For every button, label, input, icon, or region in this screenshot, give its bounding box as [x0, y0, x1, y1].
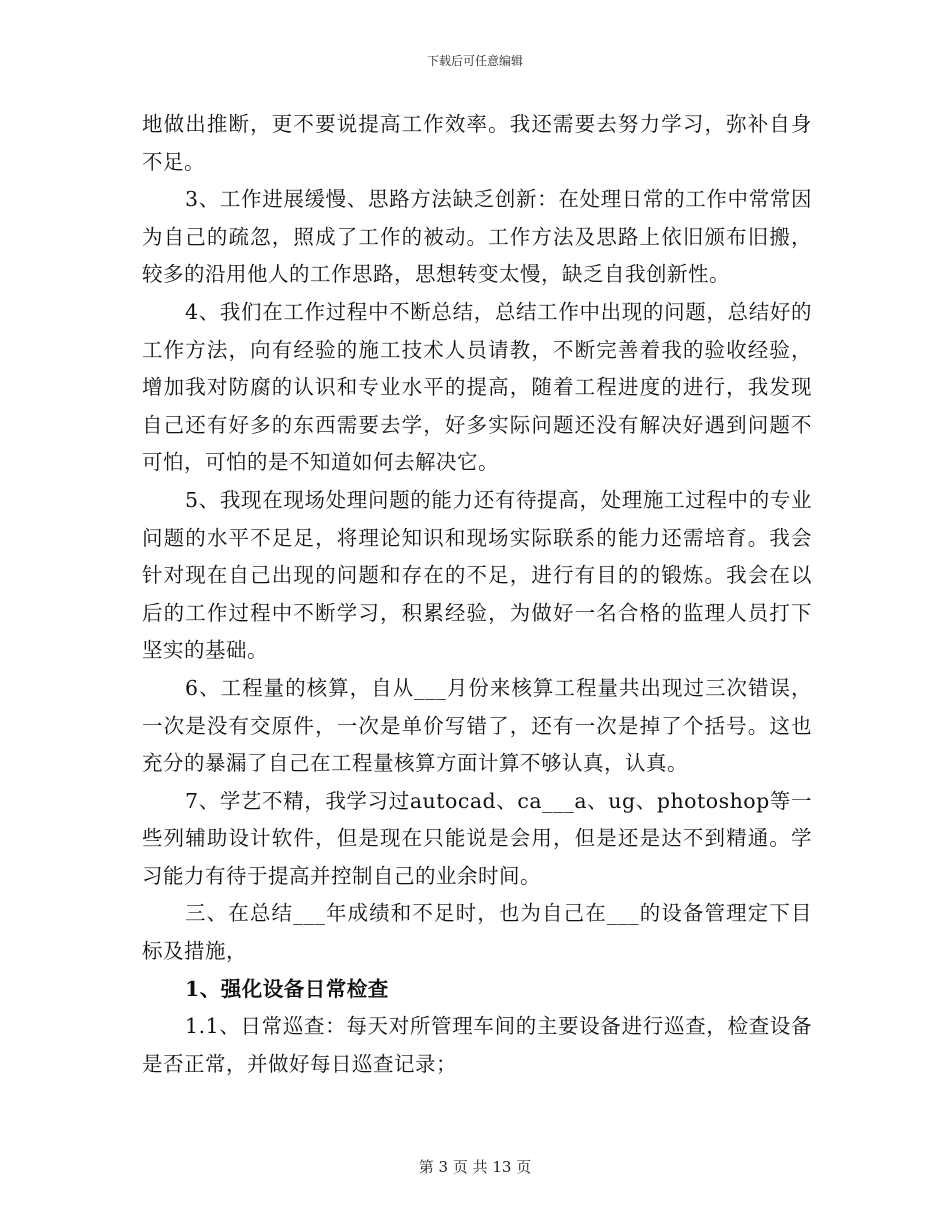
document-body — [142, 106, 812, 1083]
paragraph-continuation: 地做出推断，更不要说提高工作效率。我还需要去努力学习，弥补自身不足。 — [142, 112, 812, 174]
section-three-intro: 三、在总结___年成绩和不足时，也为自己在___的设备管理定下目标及措施， — [142, 901, 812, 964]
paragraph-item-7: 7、学艺不精，我学习过autocad、ca___a、ug、photoshop等一些列辅助设计软件，但是现在只能说是会用，但是还是达不到精通。学习能力有待于提高并控制自己的业余时间。 — [142, 788, 812, 888]
page-number: 第 3 页 共 13 页 — [418, 1158, 532, 1176]
paragraph-item-5: 5、我现在现场处理问题的能力还有待提高，处理施工过程中的专业问题的水平不足足，将理论知识和现场实际联系的能力还需培育。我会针对现在自己出现的问题和存在的不足，进行有目的的锻炼。我会在以后的工作过程中不断学习，积累经验，为做好一名合格的监理人员打下坚实的基础。 — [142, 487, 812, 663]
page-header: 下载后可任意编辑 — [426, 54, 523, 68]
paragraph-item-6: 6、工程量的核算，自从___月份来核算工程量共出现过三次错误，一次是没有交原件，一次是单价写错了，还有一次是掉了个括号。这也充分的暴漏了自己在工程量核算方面计算不够认真，认真。 — [142, 675, 812, 776]
paragraph-daily-patrol: 1.1、日常巡查：每天对所管理车间的主要设备进行巡查，检查设备是否正常，并做好每日巡查记录； — [142, 1014, 812, 1076]
section-heading-equipment-inspection: 1、强化设备日常检查 — [185, 976, 389, 1001]
paragraph-item-3: 3、工作进展缓慢、思路方法缺乏创新：在处理日常的工作中常常因为自己的疏忽，照成了工作的被动。工作方法及思路上依旧颁布旧搬，较多的沿用他人的工作思路，思想转变太慢，缺乏自我创新性。 — [142, 187, 812, 287]
paragraph-item-4: 4、我们在工作过程中不断总结，总结工作中出现的问题，总结好的工作方法，向有经验的施工技术人员请教，不断完善着我的验收经验，增加我对防腐的认识和专业水平的提高，随着工程进度的进行，我发现自己还有好多的东西需要去学，好多实际问题还没有解决好遇到问题不可怕，可怕的是不知道如何去解决它。 — [142, 299, 812, 475]
